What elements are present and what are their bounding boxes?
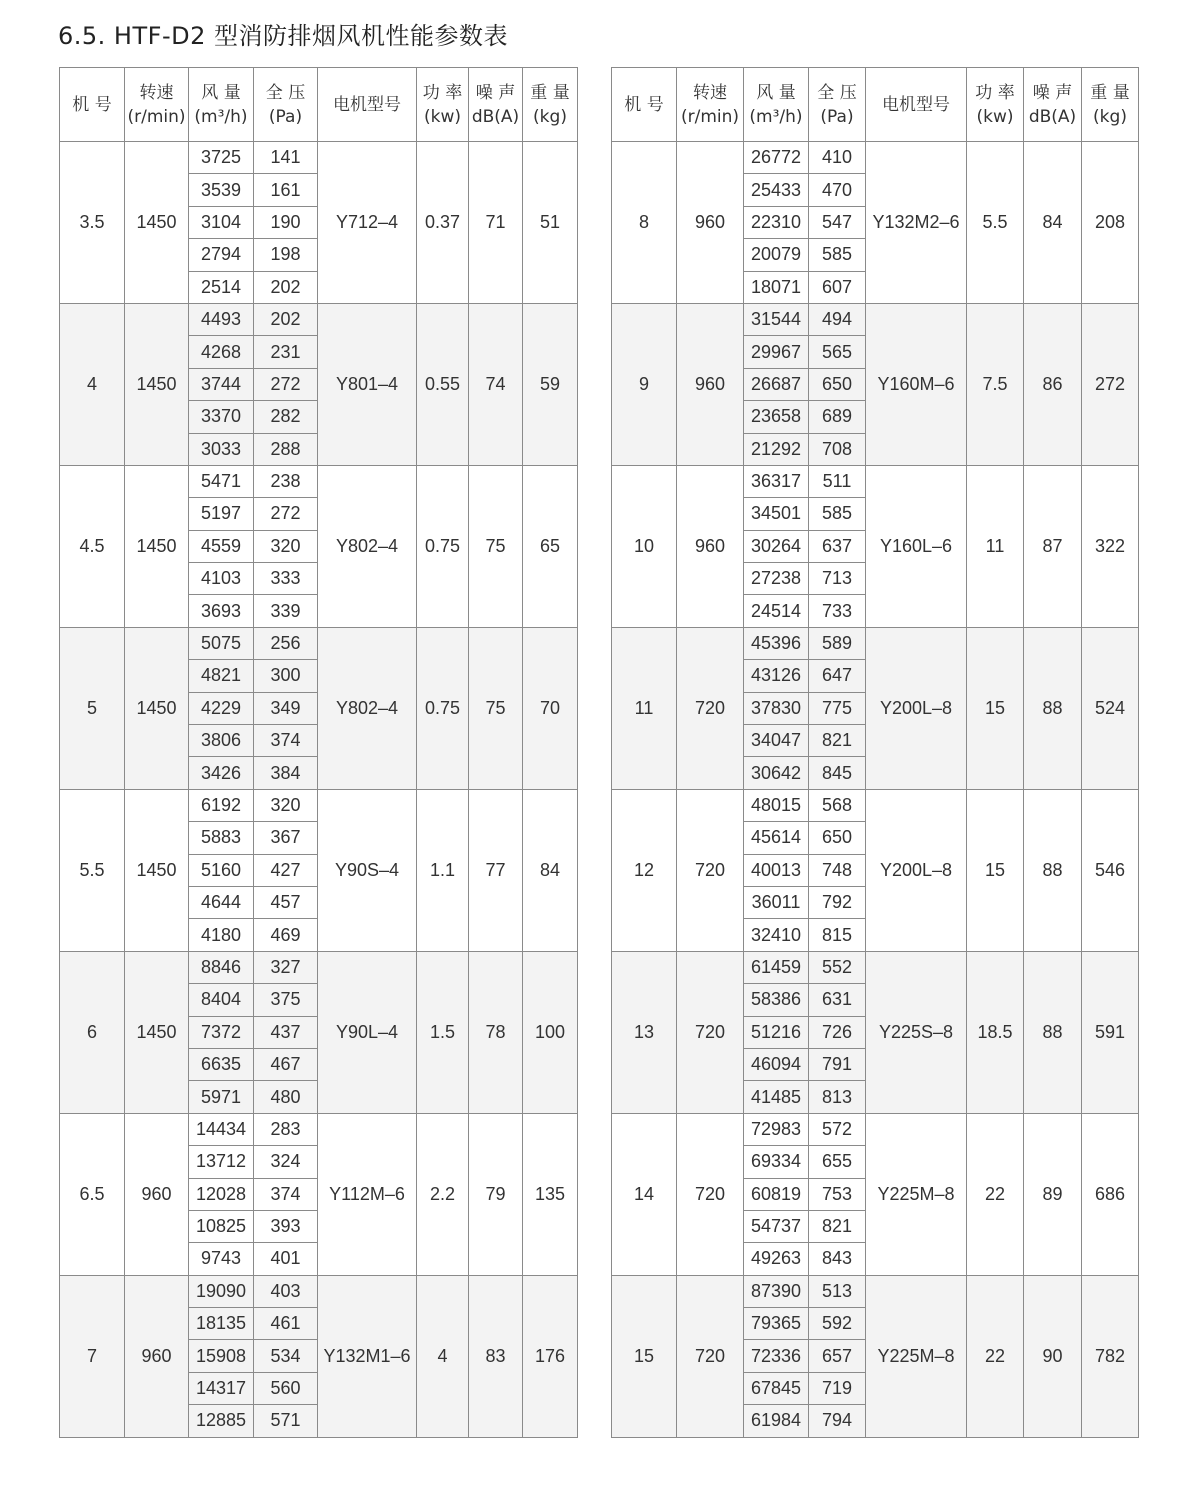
speed-cell: 1450 (125, 465, 189, 627)
airflow-cell: 3370 (189, 401, 254, 433)
power-cell: 0.37 (417, 142, 469, 304)
motor-cell: Y802–4 (318, 465, 417, 627)
airflow-cell: 49263 (744, 1243, 809, 1275)
pressure-cell: 650 (809, 822, 866, 854)
model-no-cell: 10 (612, 465, 677, 627)
weight-cell: 100 (523, 951, 578, 1113)
motor-cell: Y112M–6 (318, 1113, 417, 1275)
airflow-cell: 43126 (744, 660, 809, 692)
header-airflow: 风 量 (m³/h) (189, 68, 254, 142)
pressure-cell: 202 (254, 303, 318, 335)
model-no-cell: 3.5 (60, 142, 125, 304)
airflow-cell: 4103 (189, 563, 254, 595)
airflow-cell: 45614 (744, 822, 809, 854)
model-no-cell: 6.5 (60, 1113, 125, 1275)
airflow-cell: 19090 (189, 1275, 254, 1307)
airflow-cell: 8846 (189, 951, 254, 983)
airflow-cell: 27238 (744, 563, 809, 595)
airflow-cell: 6635 (189, 1048, 254, 1080)
pressure-cell: 367 (254, 822, 318, 854)
pressure-cell: 513 (809, 1275, 866, 1307)
spec-table-left (59, 67, 578, 1438)
power-cell: 0.75 (417, 627, 469, 789)
power-cell: 15 (967, 627, 1024, 789)
airflow-cell: 4821 (189, 660, 254, 692)
airflow-cell: 4268 (189, 336, 254, 368)
pressure-cell: 708 (809, 433, 866, 465)
header-weight: 重 量 (kg) (1082, 68, 1139, 142)
power-cell: 1.5 (417, 951, 469, 1113)
table-row (612, 142, 1139, 174)
speed-cell: 720 (677, 627, 744, 789)
pressure-cell: 256 (254, 627, 318, 659)
table-row (60, 303, 578, 335)
table-row (612, 303, 1139, 335)
page-title: 6.5. HTF-D2 型消防排烟风机性能参数表 (58, 22, 508, 50)
weight-cell: 135 (523, 1113, 578, 1275)
pressure-cell: 571 (254, 1405, 318, 1437)
motor-cell: Y225M–8 (866, 1113, 967, 1275)
pressure-cell: 792 (809, 886, 866, 918)
pressure-cell: 300 (254, 660, 318, 692)
weight-cell: 176 (523, 1275, 578, 1437)
table-row (612, 627, 1139, 659)
model-no-cell: 8 (612, 142, 677, 304)
airflow-cell: 5197 (189, 498, 254, 530)
header-weight: 重 量 (kg) (523, 68, 578, 142)
model-no-cell: 14 (612, 1113, 677, 1275)
power-cell: 0.55 (417, 303, 469, 465)
pressure-cell: 552 (809, 951, 866, 983)
airflow-cell: 34047 (744, 725, 809, 757)
noise-cell: 88 (1024, 951, 1082, 1113)
pressure-cell: 637 (809, 530, 866, 562)
table-row (60, 1113, 578, 1145)
pressure-cell: 647 (809, 660, 866, 692)
noise-cell: 83 (469, 1275, 523, 1437)
table-row (60, 1275, 578, 1307)
pressure-cell: 589 (809, 627, 866, 659)
weight-cell: 59 (523, 303, 578, 465)
airflow-cell: 21292 (744, 433, 809, 465)
speed-cell: 960 (677, 465, 744, 627)
table-row (612, 951, 1139, 983)
model-no-cell: 15 (612, 1275, 677, 1437)
pressure-cell: 339 (254, 595, 318, 627)
table-row (612, 1275, 1139, 1307)
airflow-cell: 26687 (744, 368, 809, 400)
pressure-cell: 775 (809, 692, 866, 724)
pressure-cell: 333 (254, 563, 318, 595)
pressure-cell: 689 (809, 401, 866, 433)
weight-cell: 65 (523, 465, 578, 627)
airflow-cell: 26772 (744, 142, 809, 174)
header-pressure: 全 压 (Pa) (809, 68, 866, 142)
header-speed: 转速 (r/min) (125, 68, 189, 142)
pressure-cell: 437 (254, 1016, 318, 1048)
airflow-cell: 4644 (189, 886, 254, 918)
airflow-cell: 25433 (744, 174, 809, 206)
airflow-cell: 6192 (189, 789, 254, 821)
airflow-cell: 36317 (744, 465, 809, 497)
pressure-cell: 821 (809, 1210, 866, 1242)
motor-cell: Y801–4 (318, 303, 417, 465)
model-no-cell: 5.5 (60, 789, 125, 951)
noise-cell: 78 (469, 951, 523, 1113)
pressure-cell: 547 (809, 206, 866, 238)
model-no-cell: 4 (60, 303, 125, 465)
speed-cell: 960 (125, 1275, 189, 1437)
table-row (612, 1113, 1139, 1145)
airflow-cell: 5075 (189, 627, 254, 659)
pressure-cell: 467 (254, 1048, 318, 1080)
airflow-cell: 5160 (189, 854, 254, 886)
pressure-cell: 198 (254, 239, 318, 271)
airflow-cell: 36011 (744, 886, 809, 918)
noise-cell: 84 (1024, 142, 1082, 304)
pressure-cell: 560 (254, 1372, 318, 1404)
motor-cell: Y160L–6 (866, 465, 967, 627)
airflow-cell: 40013 (744, 854, 809, 886)
airflow-cell: 46094 (744, 1048, 809, 1080)
pressure-cell: 141 (254, 142, 318, 174)
pressure-cell: 607 (809, 271, 866, 303)
power-cell: 18.5 (967, 951, 1024, 1113)
pressure-cell: 320 (254, 530, 318, 562)
noise-cell: 74 (469, 303, 523, 465)
power-cell: 22 (967, 1113, 1024, 1275)
table-row (612, 789, 1139, 821)
header-motor: 电机型号 (866, 68, 967, 142)
model-no-cell: 6 (60, 951, 125, 1113)
pressure-cell: 791 (809, 1048, 866, 1080)
motor-cell: Y132M1–6 (318, 1275, 417, 1437)
pressure-cell: 845 (809, 757, 866, 789)
airflow-cell: 18135 (189, 1308, 254, 1340)
airflow-cell: 72336 (744, 1340, 809, 1372)
weight-cell: 524 (1082, 627, 1139, 789)
pressure-cell: 470 (809, 174, 866, 206)
header-pressure: 全 压 (Pa) (254, 68, 318, 142)
pressure-cell: 324 (254, 1146, 318, 1178)
airflow-cell: 12885 (189, 1405, 254, 1437)
weight-cell: 51 (523, 142, 578, 304)
airflow-cell: 22310 (744, 206, 809, 238)
airflow-cell: 4493 (189, 303, 254, 335)
airflow-cell: 79365 (744, 1308, 809, 1340)
motor-cell: Y225M–8 (866, 1275, 967, 1437)
airflow-cell: 34501 (744, 498, 809, 530)
pressure-cell: 374 (254, 1178, 318, 1210)
airflow-cell: 15908 (189, 1340, 254, 1372)
pressure-cell: 572 (809, 1113, 866, 1145)
pressure-cell: 161 (254, 174, 318, 206)
motor-cell: Y90L–4 (318, 951, 417, 1113)
airflow-cell: 3033 (189, 433, 254, 465)
speed-cell: 1450 (125, 627, 189, 789)
airflow-cell: 2514 (189, 271, 254, 303)
airflow-cell: 5971 (189, 1081, 254, 1113)
pressure-cell: 815 (809, 919, 866, 951)
model-no-cell: 9 (612, 303, 677, 465)
header-noise: 噪 声 dB(A) (1024, 68, 1082, 142)
speed-cell: 720 (677, 789, 744, 951)
airflow-cell: 30642 (744, 757, 809, 789)
power-cell: 7.5 (967, 303, 1024, 465)
pressure-cell: 494 (809, 303, 866, 335)
pressure-cell: 457 (254, 886, 318, 918)
airflow-cell: 61459 (744, 951, 809, 983)
pressure-cell: 401 (254, 1243, 318, 1275)
power-cell: 22 (967, 1275, 1024, 1437)
airflow-cell: 4559 (189, 530, 254, 562)
table-body-right (612, 142, 1139, 1438)
airflow-cell: 18071 (744, 271, 809, 303)
pressure-cell: 393 (254, 1210, 318, 1242)
pressure-cell: 231 (254, 336, 318, 368)
airflow-cell: 20079 (744, 239, 809, 271)
header-motor: 电机型号 (318, 68, 417, 142)
pressure-cell: 469 (254, 919, 318, 951)
airflow-cell: 8404 (189, 984, 254, 1016)
airflow-cell: 2794 (189, 239, 254, 271)
speed-cell: 1450 (125, 303, 189, 465)
weight-cell: 70 (523, 627, 578, 789)
airflow-cell: 5883 (189, 822, 254, 854)
speed-cell: 720 (677, 1113, 744, 1275)
pressure-cell: 480 (254, 1081, 318, 1113)
speed-cell: 720 (677, 1275, 744, 1437)
weight-cell: 208 (1082, 142, 1139, 304)
pressure-cell: 719 (809, 1372, 866, 1404)
airflow-cell: 58386 (744, 984, 809, 1016)
weight-cell: 686 (1082, 1113, 1139, 1275)
weight-cell: 322 (1082, 465, 1139, 627)
noise-cell: 75 (469, 465, 523, 627)
airflow-cell: 30264 (744, 530, 809, 562)
weight-cell: 84 (523, 789, 578, 951)
airflow-cell: 3539 (189, 174, 254, 206)
pressure-cell: 585 (809, 239, 866, 271)
table-row (60, 951, 578, 983)
header-power: 功 率 (kw) (417, 68, 469, 142)
airflow-cell: 32410 (744, 919, 809, 951)
pressure-cell: 238 (254, 465, 318, 497)
power-cell: 4 (417, 1275, 469, 1437)
pressure-cell: 384 (254, 757, 318, 789)
pressure-cell: 794 (809, 1405, 866, 1437)
motor-cell: Y200L–8 (866, 789, 967, 951)
pressure-cell: 283 (254, 1113, 318, 1145)
model-no-cell: 12 (612, 789, 677, 951)
noise-cell: 90 (1024, 1275, 1082, 1437)
speed-cell: 1450 (125, 789, 189, 951)
noise-cell: 71 (469, 142, 523, 304)
pressure-cell: 821 (809, 725, 866, 757)
pressure-cell: 349 (254, 692, 318, 724)
weight-cell: 591 (1082, 951, 1139, 1113)
motor-cell: Y225S–8 (866, 951, 967, 1113)
airflow-cell: 10825 (189, 1210, 254, 1242)
model-no-cell: 4.5 (60, 465, 125, 627)
pressure-cell: 565 (809, 336, 866, 368)
power-cell: 1.1 (417, 789, 469, 951)
pressure-cell: 511 (809, 465, 866, 497)
pressure-cell: 272 (254, 498, 318, 530)
pressure-cell: 320 (254, 789, 318, 821)
noise-cell: 87 (1024, 465, 1082, 627)
pressure-cell: 655 (809, 1146, 866, 1178)
motor-cell: Y200L–8 (866, 627, 967, 789)
airflow-cell: 31544 (744, 303, 809, 335)
pressure-cell: 461 (254, 1308, 318, 1340)
pressure-cell: 843 (809, 1243, 866, 1275)
pressure-cell: 592 (809, 1308, 866, 1340)
pressure-cell: 585 (809, 498, 866, 530)
noise-cell: 88 (1024, 789, 1082, 951)
airflow-cell: 37830 (744, 692, 809, 724)
header-model-no: 机 号 (612, 68, 677, 142)
motor-cell: Y802–4 (318, 627, 417, 789)
speed-cell: 720 (677, 951, 744, 1113)
header-model-no: 机 号 (60, 68, 125, 142)
speed-cell: 1450 (125, 142, 189, 304)
noise-cell: 89 (1024, 1113, 1082, 1275)
motor-cell: Y90S–4 (318, 789, 417, 951)
table-row (60, 789, 578, 821)
airflow-cell: 41485 (744, 1081, 809, 1113)
pressure-cell: 657 (809, 1340, 866, 1372)
airflow-cell: 13712 (189, 1146, 254, 1178)
speed-cell: 1450 (125, 951, 189, 1113)
weight-cell: 546 (1082, 789, 1139, 951)
airflow-cell: 3725 (189, 142, 254, 174)
noise-cell: 86 (1024, 303, 1082, 465)
airflow-cell: 60819 (744, 1178, 809, 1210)
power-cell: 0.75 (417, 465, 469, 627)
airflow-cell: 4229 (189, 692, 254, 724)
header-power: 功 率 (kw) (967, 68, 1024, 142)
airflow-cell: 9743 (189, 1243, 254, 1275)
airflow-cell: 5471 (189, 465, 254, 497)
noise-cell: 88 (1024, 627, 1082, 789)
speed-cell: 960 (125, 1113, 189, 1275)
speed-cell: 960 (677, 303, 744, 465)
pressure-cell: 650 (809, 368, 866, 400)
pressure-cell: 733 (809, 595, 866, 627)
airflow-cell: 3744 (189, 368, 254, 400)
pressure-cell: 427 (254, 854, 318, 886)
weight-cell: 272 (1082, 303, 1139, 465)
motor-cell: Y712–4 (318, 142, 417, 304)
airflow-cell: 48015 (744, 789, 809, 821)
table-row (60, 465, 578, 497)
airflow-cell: 14434 (189, 1113, 254, 1145)
table-header-row (60, 68, 578, 142)
pressure-cell: 190 (254, 206, 318, 238)
weight-cell: 782 (1082, 1275, 1139, 1437)
airflow-cell: 3426 (189, 757, 254, 789)
pressure-cell: 726 (809, 1016, 866, 1048)
header-noise: 噪 声 dB(A) (469, 68, 523, 142)
motor-cell: Y132M2–6 (866, 142, 967, 304)
pressure-cell: 713 (809, 563, 866, 595)
pressure-cell: 374 (254, 725, 318, 757)
power-cell: 11 (967, 465, 1024, 627)
pressure-cell: 272 (254, 368, 318, 400)
pressure-cell: 748 (809, 854, 866, 886)
airflow-cell: 87390 (744, 1275, 809, 1307)
header-airflow: 风 量 (m³/h) (744, 68, 809, 142)
table-row (60, 627, 578, 659)
pressure-cell: 327 (254, 951, 318, 983)
pressure-cell: 403 (254, 1275, 318, 1307)
model-no-cell: 13 (612, 951, 677, 1113)
pressure-cell: 631 (809, 984, 866, 1016)
motor-cell: Y160M–6 (866, 303, 967, 465)
airflow-cell: 69334 (744, 1146, 809, 1178)
airflow-cell: 12028 (189, 1178, 254, 1210)
airflow-cell: 51216 (744, 1016, 809, 1048)
pressure-cell: 534 (254, 1340, 318, 1372)
noise-cell: 79 (469, 1113, 523, 1275)
airflow-cell: 7372 (189, 1016, 254, 1048)
pressure-cell: 282 (254, 401, 318, 433)
airflow-cell: 3693 (189, 595, 254, 627)
model-no-cell: 7 (60, 1275, 125, 1437)
model-no-cell: 5 (60, 627, 125, 789)
airflow-cell: 23658 (744, 401, 809, 433)
speed-cell: 960 (677, 142, 744, 304)
table-body-left (60, 142, 578, 1438)
noise-cell: 77 (469, 789, 523, 951)
noise-cell: 75 (469, 627, 523, 789)
table-row (612, 465, 1139, 497)
airflow-cell: 24514 (744, 595, 809, 627)
pressure-cell: 375 (254, 984, 318, 1016)
pressure-cell: 410 (809, 142, 866, 174)
power-cell: 5.5 (967, 142, 1024, 304)
airflow-cell: 4180 (189, 919, 254, 951)
power-cell: 15 (967, 789, 1024, 951)
airflow-cell: 45396 (744, 627, 809, 659)
pressure-cell: 288 (254, 433, 318, 465)
pressure-cell: 568 (809, 789, 866, 821)
pressure-cell: 813 (809, 1081, 866, 1113)
header-speed: 转速 (r/min) (677, 68, 744, 142)
airflow-cell: 67845 (744, 1372, 809, 1404)
table-header-row (612, 68, 1139, 142)
airflow-cell: 29967 (744, 336, 809, 368)
airflow-cell: 3104 (189, 206, 254, 238)
airflow-cell: 14317 (189, 1372, 254, 1404)
table-row (60, 142, 578, 174)
pressure-cell: 753 (809, 1178, 866, 1210)
power-cell: 2.2 (417, 1113, 469, 1275)
pressure-cell: 202 (254, 271, 318, 303)
airflow-cell: 61984 (744, 1405, 809, 1437)
airflow-cell: 72983 (744, 1113, 809, 1145)
airflow-cell: 54737 (744, 1210, 809, 1242)
airflow-cell: 3806 (189, 725, 254, 757)
model-no-cell: 11 (612, 627, 677, 789)
spec-table-right (611, 67, 1139, 1438)
